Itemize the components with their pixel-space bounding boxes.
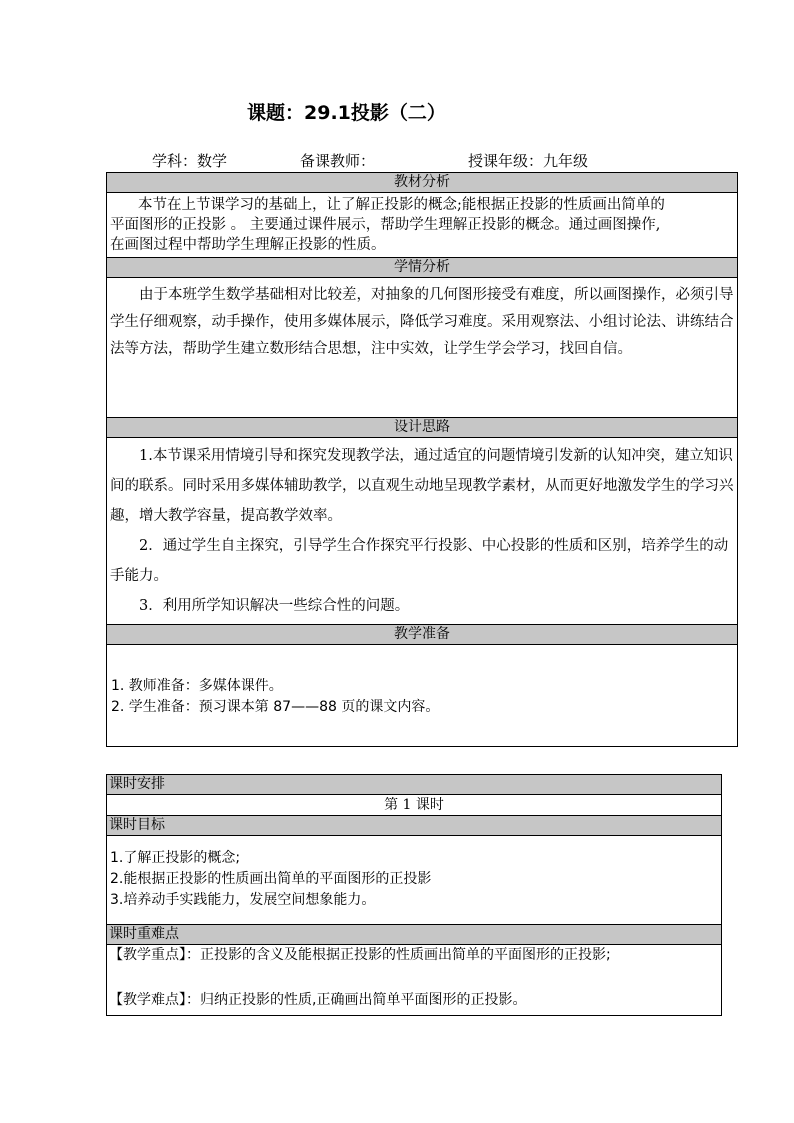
textbook-line: 本节在上节课学习的基础上，让了解正投影的概念;能根据正投影的性质画出简单的 [138, 197, 665, 213]
difficult-point-text: 【教学难点】：归纳正投影的性质,正确画出简单平面图形的正投影。 [109, 992, 527, 1008]
goal-item: 3.培养动手实践能力，发展空间想象能力。 [110, 892, 376, 908]
textbook-line: 在画图过程中帮助学生理解正投影的性质。 [110, 237, 386, 253]
period-label: 第 1 课时 [107, 795, 722, 816]
preparation-list [107, 645, 737, 718]
design-text [107, 438, 737, 624]
textbook-line: 平面图形的正投影 。 主要通过课件展示，帮助学生理解正投影的概念。通过画图操作, [110, 217, 661, 233]
goal-item: 2.能根据正投影的性质画出简单的平面图形的正投影 [110, 871, 432, 887]
design-paragraph: 2．通过学生自主探究，引导学生合作探究平行投影、中心投影的性质和区别，培养学生的动手能力。 [110, 538, 729, 584]
key-points-header: 课时重难点 [107, 925, 722, 945]
student-analysis-text: 由于本班学生数学基础相对比较差，对抽象的几何图形接受有难度，所以画图操作，必须引导学生仔细观察，动手操作，使用多媒体展示，降低学习难度。采用观察法、小组讨论法、讲练结合法等方法，帮助学生建立数形结合思想，注中实效，让学生学会学习，找回自信。 [110, 287, 734, 357]
preparation-item: 2. 学生准备：预习课本第 87——88 页的课文内容。 [111, 699, 440, 715]
schedule-table [106, 774, 722, 1016]
preparation-cell [107, 645, 738, 747]
textbook-analysis-header: 教材分析 [107, 173, 738, 193]
subject-label: 学科：数学 [152, 152, 228, 170]
key-points [107, 945, 721, 1011]
schedule-header: 课时安排 [107, 775, 722, 795]
goal-item: 1.了解正投影的概念; [110, 850, 241, 866]
lesson-plan-table [106, 172, 738, 747]
goals-header: 课时目标 [107, 816, 722, 836]
preparation-header: 教学准备 [107, 625, 738, 645]
preparation-item: 1. 教师准备：多媒体课件。 [111, 678, 283, 694]
teacher-label: 备课教师： [300, 152, 376, 170]
page-title: 课题：29.1投影（二） [247, 102, 446, 124]
design-header: 设计思路 [107, 418, 738, 438]
design-paragraph: 1.本节课采用情境引导和探究发现教学法，通过适宜的问题情境引发新的认知冲突，建立知识间的联系。同时采用多媒体辅助教学，以直观生动地呈现教学素材，从而更好地激发学生的学习兴趣，增大教学容量，提高教学效率。 [110, 448, 734, 524]
goals-cell [107, 836, 722, 925]
student-analysis-cell [107, 278, 738, 418]
design-paragraph: 3．利用所学知识解决一些综合性的问题。 [139, 598, 410, 614]
key-point-text: 【教学重点】：正投影的含义及能根据正投影的性质画出简单的平面图形的正投影; [109, 947, 611, 963]
textbook-analysis-text [107, 193, 737, 257]
grade-label: 授课年级：九年级 [468, 152, 589, 170]
design-cell [107, 438, 738, 625]
goals-list [107, 836, 721, 911]
student-analysis-header: 学情分析 [107, 258, 738, 278]
key-points-cell [107, 945, 722, 1016]
textbook-analysis-cell [107, 193, 738, 258]
